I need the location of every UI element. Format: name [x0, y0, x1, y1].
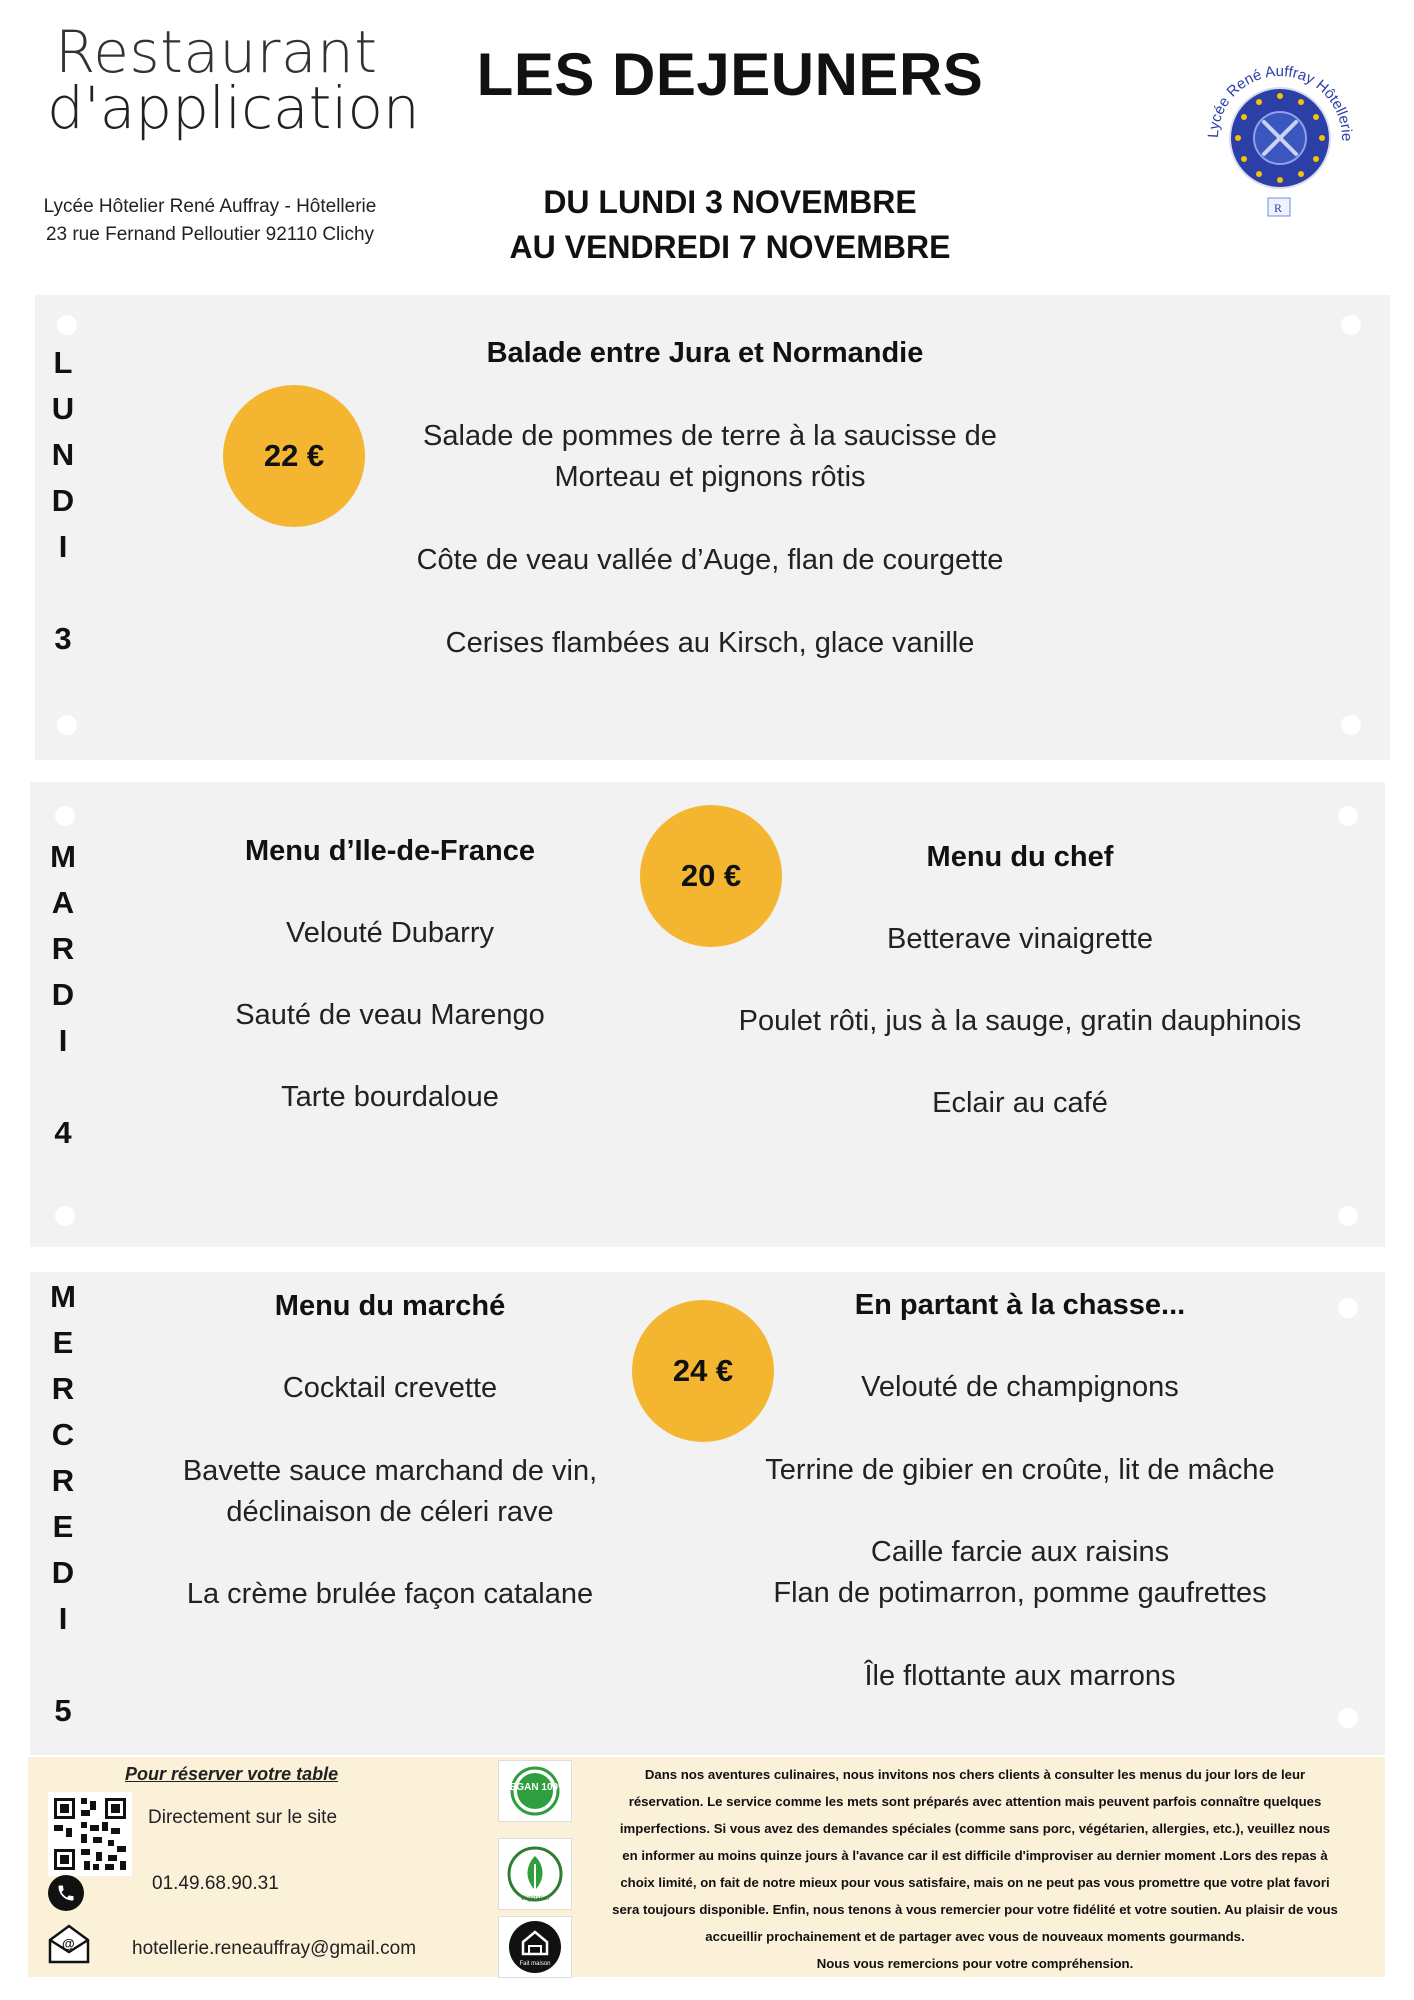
dish-tuesday-left-1: Velouté Dubarry [286, 917, 494, 949]
menu-title-marche: Menu du marché [274, 1290, 506, 1322]
menu-title-ile-de-france: Menu d’Ile-de-France [244, 835, 536, 867]
page-title: LES DEJEUNERS [476, 41, 984, 108]
corner-dot [57, 315, 77, 335]
homemade-badge-text: Fait maison [519, 1961, 551, 1967]
email-icon [46, 1922, 92, 1966]
dish-tuesday-right-3: Eclair au café [932, 1087, 1108, 1119]
corner-dot [1338, 1206, 1358, 1226]
dish-tuesday-left-2: Sauté de veau Marengo [235, 999, 545, 1031]
reservation-notice: Dans nos aventures culinaires, nous invitons nos chers clients à consulter les menus du jour lors de leur réservation. Le service comme les mets sont préparés avec attention mais peuvent parfois connaître quelques imperfections. Si vous avez des demandes spéciales (comme sans porc, végétarien, allergies, etc.), veuillez nous en informer au moins quinze jours à l'avance car il est difficile d'improviser au dernier moment .Lors des repas à choix limité, on fait de notre mieux pour vous satisfaire, mais on ne peut pas vous promettre que votre plat favori sera toujours disponible. Enfin, nous tenons à vous remercier pour votre fidélité et votre soutien. Au plaisir de vous accueillir prochainement et de partager avec vous de nouveaux moments gourmands. Nous vous remercions pour votre compréhension. [612, 1767, 1338, 1971]
price-badge-monday: 22 € [223, 385, 365, 527]
corner-dot [1341, 715, 1361, 735]
corner-dot [1338, 1708, 1358, 1728]
homemade-badge-icon [498, 1916, 572, 1978]
menu-title-chef: Menu du chef [926, 841, 1114, 873]
dish-tuesday-left-3: Tarte bourdaloue [281, 1081, 499, 1113]
dish-wednesday-left-3: La crème brulée façon catalane [186, 1578, 594, 1610]
dish-wednesday-right-3: Caille farcie aux raisins Flan de potimarron, pomme gaufrettes [773, 1536, 1267, 1609]
qr-code-icon[interactable] [48, 1792, 132, 1876]
vegan-badge-icon [498, 1760, 572, 1822]
dates-to: AU VENDREDI 7 NOVEMBRE [509, 229, 951, 265]
vegetarian-badge-icon [498, 1838, 572, 1910]
email-address[interactable]: hotellerie.reneauffray@gmail.com [132, 1938, 417, 1959]
vegan-badge-text: VEGAN 100% [503, 1782, 567, 1793]
school-name: Lycée Hôtelier René Auffray - Hôtellerie [43, 196, 377, 217]
corner-dot [1341, 315, 1361, 335]
dish-wednesday-left-1: Cocktail crevette [282, 1372, 498, 1404]
phone-icon [48, 1875, 84, 1911]
phone-number[interactable]: 01.49.68.90.31 [152, 1873, 279, 1894]
corner-dot [57, 715, 77, 735]
corner-dot [1338, 1298, 1358, 1318]
logo-ring-text: Lycée René Auffray Hôtellerie [1204, 62, 1356, 142]
day-label-tuesday: M A R D I 4 [50, 839, 76, 1150]
dish-wednesday-right-4: Île flottante aux marrons [864, 1660, 1176, 1692]
svg-text:@: @ [62, 1936, 75, 1951]
day-label-monday: L U N D I 3 [51, 345, 75, 656]
reserve-site-text: Directement sur le site [148, 1807, 338, 1828]
school-logo [1190, 30, 1370, 230]
dish-tuesday-right-2: Poulet rôti, jus à la sauge, gratin dauphinois [738, 1005, 1302, 1037]
reserve-heading: Pour réserver votre table [125, 1764, 339, 1784]
dish-monday-3: Cerises flambées au Kirsch, glace vanille [445, 627, 975, 659]
brand-line-1: Restaurant [55, 18, 378, 86]
menu-title-chasse: En partant à la chasse... [854, 1289, 1186, 1321]
corner-dot [1338, 806, 1358, 826]
vegetarian-badge-text: Végétarien [520, 1896, 550, 1902]
dish-monday-1: Salade de pommes de terre à la saucisse de Morteau et pignons rôtis [423, 420, 997, 493]
corner-dot [55, 1206, 75, 1226]
svg-text:R: R [1274, 201, 1283, 215]
dish-wednesday-left-2: Bavette sauce marchand de vin, déclinaison de céleri rave [182, 1455, 598, 1528]
price-badge-tuesday: 20 € [640, 805, 782, 947]
dish-wednesday-right-2: Terrine de gibier en croûte, lit de mâche [765, 1454, 1275, 1486]
week-dates [470, 180, 990, 270]
dates-from: DU LUNDI 3 NOVEMBRE [543, 184, 917, 220]
school-address [30, 193, 390, 249]
price-badge-wednesday: 24 € [632, 1300, 774, 1442]
dish-monday-2: Côte de veau vallée d’Auge, flan de courgette [416, 544, 1004, 576]
school-street: 23 rue Fernand Pelloutier 92110 Clichy [45, 224, 375, 245]
day-label-wednesday: M E R C R E D I 5 [50, 1279, 76, 1728]
corner-dot [55, 806, 75, 826]
dish-tuesday-right-1: Betterave vinaigrette [887, 923, 1153, 955]
dish-wednesday-right-1: Velouté de champignons [861, 1371, 1179, 1403]
brand-line-2: d'application [47, 74, 420, 142]
menu-title-monday: Balade entre Jura et Normandie [486, 337, 924, 369]
